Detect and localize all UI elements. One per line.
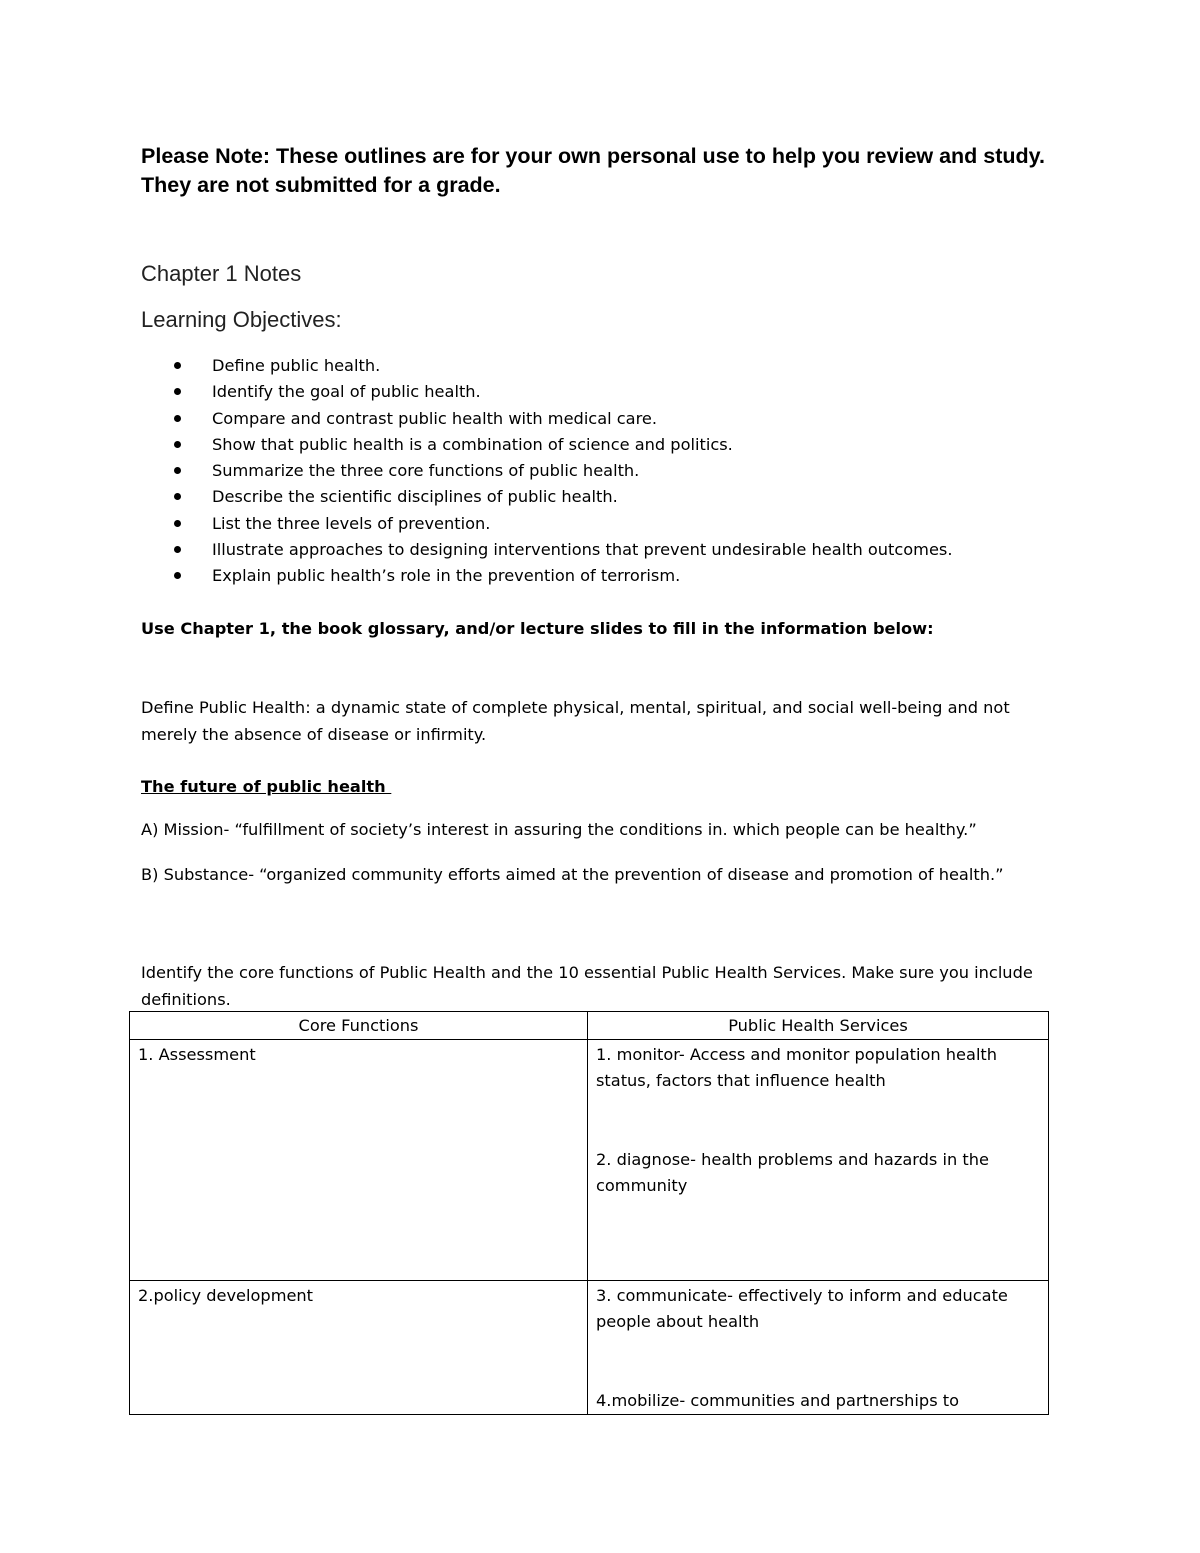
core-functions-table xyxy=(129,1011,1049,1415)
mission-text: Mission- “fulfillment of society’s interest in assuring the conditions in. which people can be healthy.” xyxy=(158,820,977,839)
objective-text: Show that public health is a combination of science and politics. xyxy=(212,434,733,454)
list-item xyxy=(141,537,953,563)
bullet-icon xyxy=(174,467,181,474)
instruction-text: Use Chapter 1, the book glossary, and/or lecture slides to fill in the information below: xyxy=(141,619,934,638)
table-row xyxy=(130,1040,1049,1281)
bullet-icon xyxy=(174,520,181,527)
objective-text: Identify the goal of public health. xyxy=(212,382,481,402)
core-function-text: 1. Assessment xyxy=(138,1045,256,1064)
objective-text: Compare and contrast public health with medical care. xyxy=(212,408,657,428)
bullet-icon xyxy=(174,441,181,448)
bullet-icon xyxy=(174,362,181,369)
mission-label: A) xyxy=(141,820,159,839)
bullet-icon xyxy=(174,572,181,579)
define-public-health: Define Public Health: a dynamic state of complete physical, mental, spiritual, and social well-being and not merely the absence of disease or infirmity. xyxy=(141,698,1010,744)
table-row xyxy=(130,1281,1049,1415)
bullet-icon xyxy=(174,415,181,422)
bullet-icon xyxy=(174,493,181,500)
core-function-text: 2.policy development xyxy=(138,1286,314,1305)
header-core-functions: Core Functions xyxy=(130,1012,588,1040)
objective-text: Illustrate approaches to designing interventions that prevent undesirable health outcomes. xyxy=(212,540,953,560)
list-item xyxy=(141,458,953,484)
service-text: 3. communicate- effectively to inform and educate people about health xyxy=(596,1286,1008,1331)
note-paragraph: Please Note: These outlines are for your own personal use to help you review and study. They are not submitted for a grade. xyxy=(141,144,1046,197)
objectives-heading: Learning Objectives: xyxy=(141,307,342,332)
list-item xyxy=(141,511,953,537)
future-heading: The future of public health xyxy=(141,777,392,796)
substance-label: B) xyxy=(141,865,159,884)
list-item xyxy=(141,406,953,432)
objective-text: Summarize the three core functions of public health. xyxy=(212,461,640,481)
bullet-icon xyxy=(174,388,181,395)
core-function-cell xyxy=(130,1281,588,1415)
objectives-list xyxy=(141,353,953,590)
chapter-title: Chapter 1 Notes xyxy=(141,261,302,286)
list-item xyxy=(141,432,953,458)
bullet-icon xyxy=(174,546,181,553)
header-public-health-services: Public Health Services xyxy=(588,1012,1049,1040)
substance-line xyxy=(141,861,1041,888)
objective-text: Describe the scientific disciplines of public health. xyxy=(212,487,618,507)
mission-line xyxy=(141,817,1061,844)
table-header-row xyxy=(130,1012,1049,1040)
objective-text: Define public health. xyxy=(212,356,381,375)
services-cell xyxy=(588,1040,1049,1281)
substance-text: Substance- “organized community efforts aimed at the prevention of disease and promotion of health.” xyxy=(158,865,1004,884)
services-cell xyxy=(588,1281,1049,1415)
identify-instruction: Identify the core functions of Public Health and the 10 essential Public Health Services. Make sure you include definitions. xyxy=(141,963,1033,1009)
list-item xyxy=(141,484,953,510)
service-text: 2. diagnose- health problems and hazards in the community xyxy=(596,1150,989,1195)
list-item xyxy=(141,379,953,405)
service-text: 4.mobilize- communities and partnerships to xyxy=(596,1391,960,1410)
list-item xyxy=(141,563,953,589)
objective-text: List the three levels of prevention. xyxy=(212,513,491,533)
service-text: 1. monitor- Access and monitor population health status, factors that influence health xyxy=(596,1045,998,1090)
core-function-cell xyxy=(130,1040,588,1281)
list-item xyxy=(141,353,953,379)
objective-text: Explain public health’s role in the prevention of terrorism. xyxy=(212,566,681,586)
